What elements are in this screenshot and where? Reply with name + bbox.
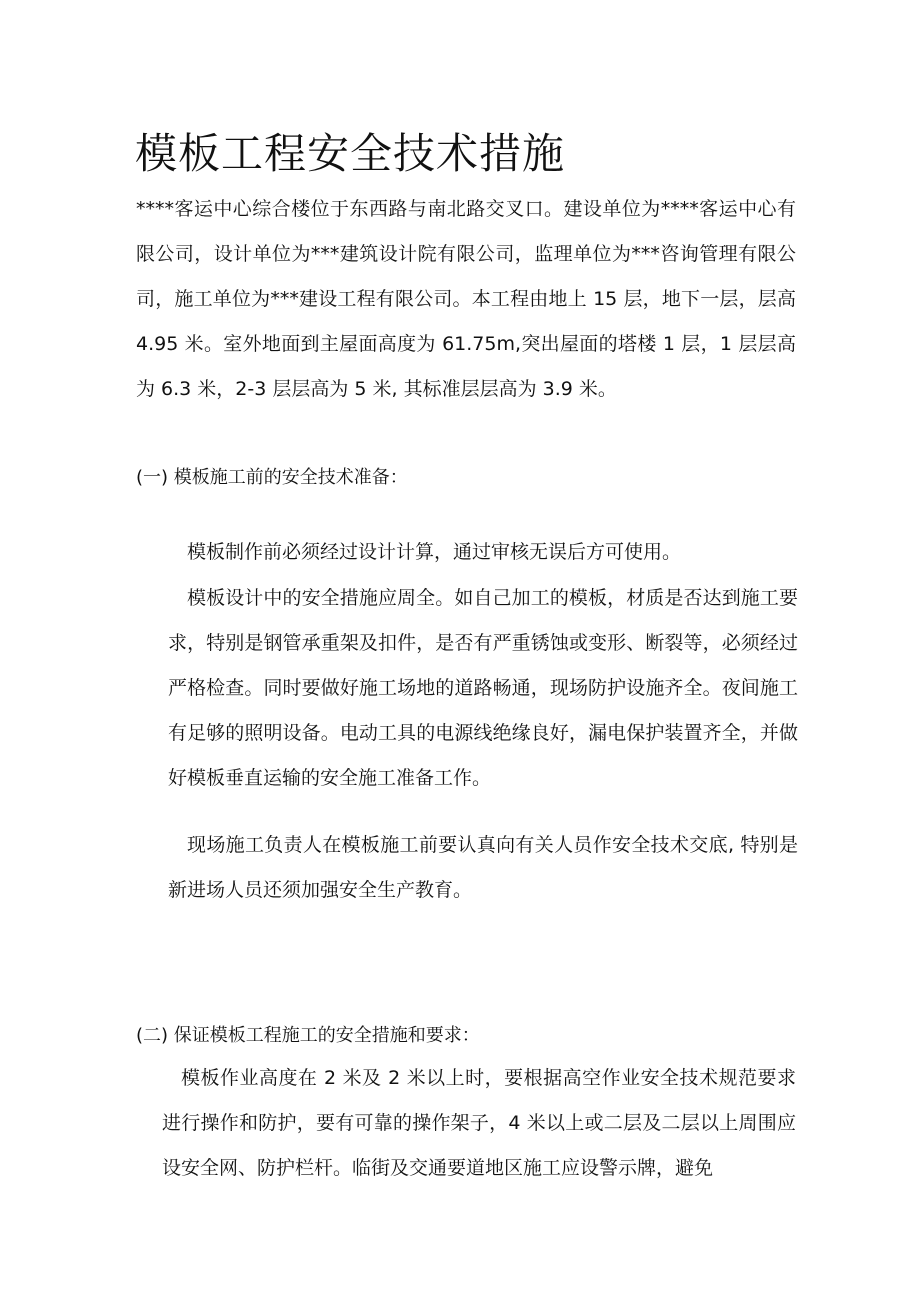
project-overview-paragraph: ****客运中心综合楼位于东西路与南北路交叉口。建设单位为****客运中心有限公司，设计单位为***建筑设计院有限公司，监理单位为***咨询管理有限公司，施工单位为***建设工程有限公司。本工程由地上 15 层，地下一层，层高 4.95 米。室外地面到主屋面高度为 61.75m,突出屋面的塔楼 1 层，1 层层高为 6.3 米，2-3 层层高为 5 米, 其标准层层高为 3.9 米。 xyxy=(136,198,796,400)
section-1-heading: (一) 模板施工前的安全技术准备： xyxy=(136,467,408,488)
section-1-paragraph-2: 模板设计中的安全措施应周全。如自己加工的模板，材质是否达到施工要求，特别是钢管承重架及扣件，是否有严重锈蚀或变形、断裂等，必须经过严格检查。同时要做好施工场地的道路畅通，现场防护设施齐全。夜间施工有足够的照明设备。电动工具的电源线绝缘良好，漏电保护装置齐全，并做好模板垂直运输的安全施工准备工作。 xyxy=(168,587,798,789)
section-1-paragraph-3: 现场施工负责人在模板施工前要认真向有关人员作安全技术交底, 特别是新进场人员还须加强安全生产教育。 xyxy=(168,834,798,901)
section-1-paragraph-1: 模板制作前必须经过设计计算，通过审核无误后方可使用。 xyxy=(187,541,682,563)
section-2-heading: (二) 保证模板工程施工的安全措施和要求： xyxy=(136,1025,480,1046)
document-title: 模板工程安全技术措施 xyxy=(135,129,566,178)
section-2-paragraph-1: 模板作业高度在 2 米及 2 米以上时，要根据高空作业安全技术规范要求进行操作和防护，要有可靠的操作架子，4 米以上或二层及二层以上周围应设安全网、防护栏杆。临街及交通要道地区施工应设警示牌，避免 xyxy=(162,1067,796,1179)
